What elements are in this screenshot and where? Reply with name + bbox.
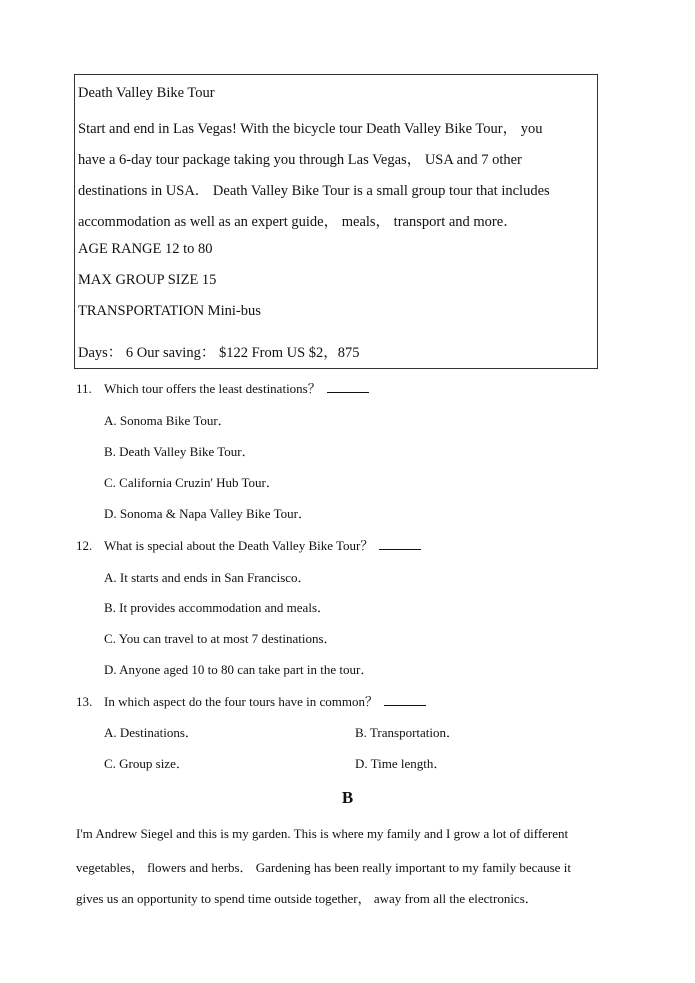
option-a[interactable]: A. Destinations． [104, 725, 198, 740]
answer-blank[interactable] [379, 539, 421, 550]
max-group-size: MAX GROUP SIZE 15 [78, 272, 217, 288]
tour-description-line: destinations in USA． Death Valley Bike Tour is a small group tour that includes [78, 183, 550, 199]
option-b[interactable]: B. Death Valley Bike Tour． [104, 444, 255, 459]
passage-line: I'm Andrew Siegel and this is my garden. This is where my family and I grow a lot of different [76, 826, 569, 841]
passage-line: vegetables， flowers and herbs． Gardening has been really important to my family because it [76, 860, 571, 875]
tour-description-line: Start and end in Las Vegas! With the bicycle tour Death Valley Bike Tour， you [78, 121, 543, 137]
days-and-price: Days： 6 Our saving： $122 From US $2，875 [78, 345, 360, 361]
question-13 [76, 691, 426, 710]
option-c[interactable]: C. You can travel to at most 7 destinations． [104, 631, 337, 646]
option-d[interactable]: D. Time length． [355, 756, 447, 771]
tour-info-box [74, 74, 598, 369]
option-c[interactable]: C. Group size． [104, 756, 189, 771]
question-12 [76, 535, 421, 554]
tour-description-line: have a 6-day tour package taking you through Las Vegas， USA and 7 other [78, 152, 522, 168]
option-c[interactable]: C. California Cruzin' Hub Tour． [104, 475, 279, 490]
question-text: Which tour offers the least destinations？ [104, 381, 321, 396]
age-range: AGE RANGE 12 to 80 [78, 241, 213, 257]
option-a[interactable]: A. It starts and ends in San Francisco． [104, 570, 311, 585]
question-number: 11. [76, 381, 92, 396]
passage-line: gives us an opportunity to spend time outside together， away from all the electronics． [76, 891, 538, 906]
question-number: 13. [76, 694, 93, 709]
tour-description-line: accommodation as well as an expert guide， meals， transport and more． [78, 214, 518, 230]
answer-blank[interactable] [327, 382, 369, 393]
tour-title: Death Valley Bike Tour [78, 85, 215, 101]
transportation: TRANSPORTATION Mini-bus [78, 303, 261, 319]
option-d[interactable]: D. Sonoma & Napa Valley Bike Tour． [104, 506, 311, 521]
question-text: In which aspect do the four tours have in common？ [104, 694, 379, 709]
question-text: What is special about the Death Valley Bike Tour？ [104, 538, 374, 553]
option-b[interactable]: B. Transportation． [355, 725, 460, 740]
option-b[interactable]: B. It provides accommodation and meals． [104, 600, 331, 615]
section-heading: B [341, 788, 354, 807]
answer-blank[interactable] [384, 695, 426, 706]
option-a[interactable]: A. Sonoma Bike Tour． [104, 413, 231, 428]
option-d[interactable]: D. Anyone aged 10 to 80 can take part in the tour． [104, 662, 374, 677]
question-11 [76, 378, 369, 397]
question-number: 12. [76, 538, 93, 553]
